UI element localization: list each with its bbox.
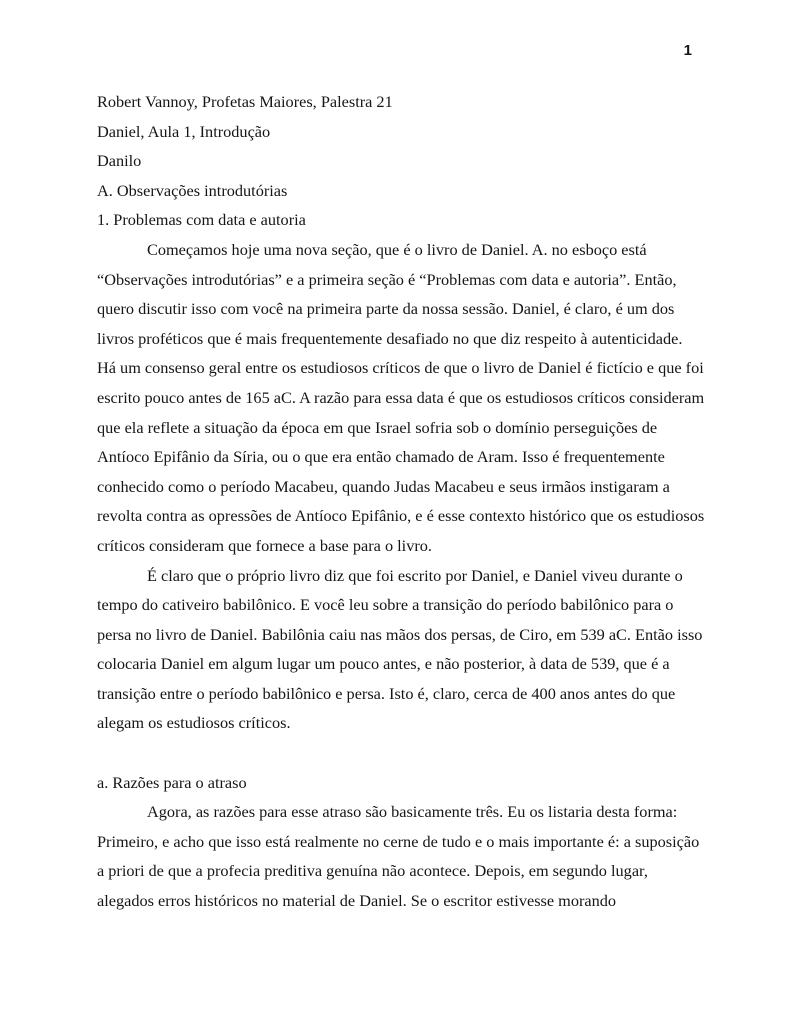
paragraph: Começamos hoje uma nova seção, que é o livro de Daniel. A. no esboço está “Observações introdutórias” e a primeira seção é “Problemas com data e autoria”. Então, quero discutir isso com você na primeira parte da nossa sessão. Daniel, é claro, é um dos livros proféticos que é mais frequentemente desafiado no que diz respeito à autenticidade. Há um consenso geral entre os estudiosos críticos de que o livro de Daniel é fictício e que foi escrito pouco antes de 165 aC. A razão para essa data é que os estudiosos críticos consideram que ela reflete a situação da época em que Israel sofria sob o domínio perseguições de Antíoco Epifânio da Síria, ou o que era então chamado de Aram. Isso é frequentemente conhecido como o período Macabeu, quando Judas Macabeu e seus irmãos instigaram a revolta contra as opressões de Antíoco Epifânio, e é esse contexto histórico que os estudiosos críticos consideram que fornece a base para o livro. — [97, 239, 705, 555]
header-line-author: Danilo — [97, 151, 142, 171]
header-line-lecture-title: Robert Vannoy, Profetas Maiores, Palestra 21 — [97, 92, 393, 111]
header-line-session-title: Daniel, Aula 1, Introdução — [97, 121, 271, 141]
paragraph: É claro que o próprio livro diz que foi escrito por Daniel, e Daniel viveu durante o tempo do cativeiro babilônico. E você leu sobre a transição do período babilônico para o persa no livro de Daniel. Babilônia caiu nas mãos dos persas, de Ciro, em 539 aC. Então isso colocaria Daniel em algum lugar um pouco antes, e não posterior, à data de 539, que é a transição entre o período babilônico e persa. Isto é, claro, cerca de 400 anos antes do que alegam os estudiosos críticos. — [97, 565, 703, 733]
document-content — [97, 87, 705, 916]
page-number: 1 — [683, 42, 692, 59]
section-heading-a-razoes: a. Razões para o atraso — [97, 772, 247, 792]
outline-heading-1: 1. Problemas com data e autoria — [97, 210, 306, 230]
outline-heading-a: A. Observações introdutórias — [97, 180, 288, 200]
paragraph: Agora, as razões para esse atraso são basicamente três. Eu os listaria desta forma: Primeiro, e acho que isso está realmente no cerne de tudo e o mais importante é: a suposição a priori de que a profecia preditiva genuína não acontece. Depois, em segundo lugar, alegados erros históricos no material de Daniel. Se o escritor estivesse morando — [97, 802, 700, 911]
